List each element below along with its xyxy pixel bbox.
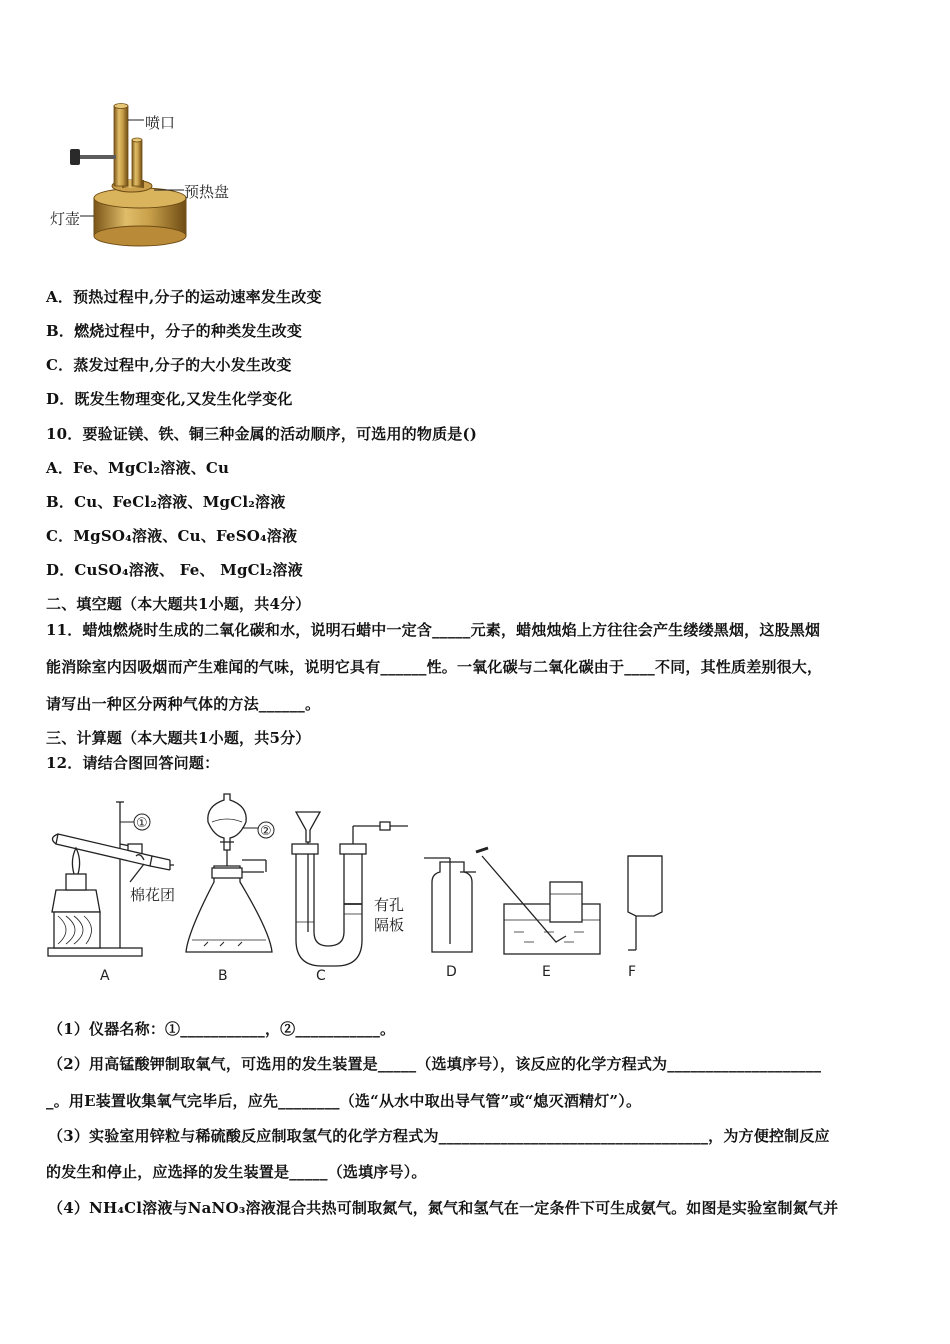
q12-part2-line2: _。用E装置收集氧气完毕后，应先________（选“从水中取出导气管”或“熄灭酒精灯”）。 (46, 1092, 642, 1110)
apparatus-e (476, 848, 600, 954)
apparatus-figure (44, 782, 684, 988)
label-cotton: 棉花团 (130, 886, 176, 904)
apparatus-f (628, 856, 662, 950)
letter-f: F (628, 964, 637, 980)
q9-option-a: A．预热过程中,分子的运动速率发生改变 (46, 288, 322, 306)
q9-option-d: D．既发生物理变化,又发生化学变化 (46, 390, 293, 408)
apparatus-c (292, 812, 408, 966)
q9-option-b: B．燃烧过程中，分子的种类发生改变 (46, 322, 303, 340)
circle-label-2: ② (260, 824, 272, 839)
label-perforated-2: 隔板 (374, 916, 405, 934)
letter-b: B (218, 968, 228, 984)
label-perforated-1: 有孔 (374, 896, 405, 914)
letter-e: E (542, 964, 551, 980)
letter-d: D (446, 964, 457, 980)
apparatus-d (424, 858, 476, 952)
q10-stem: 10．要验证镁、铁、铜三种金属的活动顺序，可选用的物质是() (46, 425, 478, 443)
q12-part1: （1）仪器名称：①___________，②___________。 (48, 1020, 396, 1038)
label-preheat-plate: 预热盘 (184, 183, 230, 201)
section3-heading: 三、计算题（本大题共1小题，共5分） (46, 729, 311, 747)
letter-a: A (100, 968, 110, 984)
q12-part4-line1: （4）NH₄Cl溶液与NaNO₃溶液混合共热可制取氮气，氮气和氢气在一定条件下可生成氨气。如图是实验室制氮气并 (48, 1199, 839, 1217)
q10-option-c: C．MgSO₄溶液、Cu、FeSO₄溶液 (46, 527, 298, 545)
label-nozzle: 喷口 (145, 114, 176, 132)
letter-c: C (316, 968, 326, 984)
q11-line3: 请写出一种区分两种气体的方法______。 (46, 695, 321, 713)
apparatus-b (186, 794, 274, 952)
q11-line1: 11．蜡烛燃烧时生成的二氧化碳和水，说明石蜡中一定含_____元素，蜡烛烛焰上方往往会产生缕缕黑烟，这股黑烟 (46, 621, 821, 639)
label-lamp-pot: 灯壶 (50, 210, 81, 228)
circle-label-1: ① (136, 816, 148, 831)
q10-option-b: B．Cu、FeCl₂溶液、MgCl₂溶液 (46, 493, 286, 511)
q12-stem: 12．请结合图回答问题： (46, 754, 220, 772)
apparatus-a (48, 802, 174, 956)
q10-option-d: D．CuSO₄溶液、 Fe、 MgCl₂溶液 (46, 561, 303, 579)
q11-line2: 能消除室内因吸烟而产生难闻的气味，说明它具有______性。一氧化碳与二氧化碳由于____不同，其性质差别很大， (46, 658, 823, 676)
section2-heading: 二、填空题（本大题共1小题，共4分） (46, 595, 311, 613)
q10-option-a: A．Fe、MgCl₂溶液、Cu (46, 459, 230, 477)
q12-part3-line2: 的发生和停止，应选择的发生装置是_____（选填序号）。 (46, 1163, 427, 1181)
alcohol-lamp-figure (50, 98, 250, 258)
q12-part2-line1: （2）用高锰酸钾制取氧气，可选用的发生装置是_____（选填序号），该反应的化学方程式为____________________ (48, 1055, 822, 1073)
q9-option-c: C．蒸发过程中,分子的大小发生改变 (46, 356, 292, 374)
q12-part3-line1: （3）实验室用锌粒与稀硫酸反应制取氢气的化学方程式为___________________________________，为方便控制反应 (48, 1127, 830, 1145)
